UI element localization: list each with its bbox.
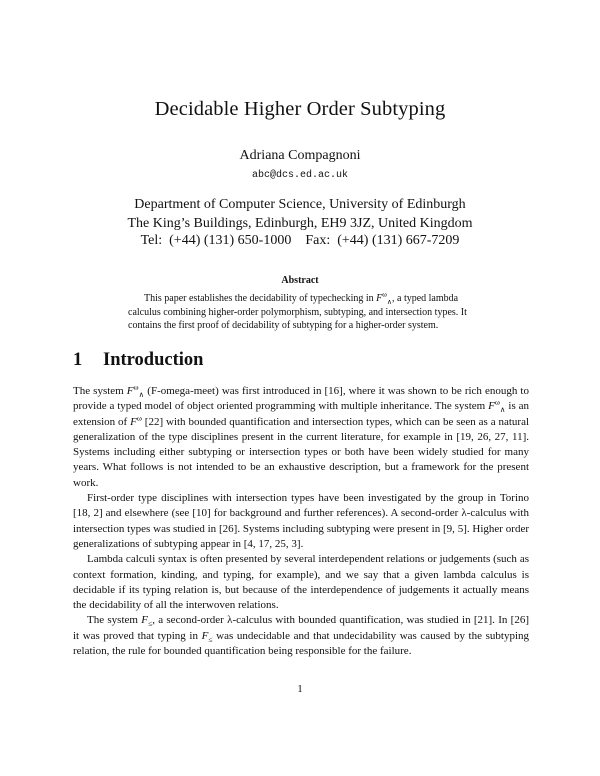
paragraph-4: The system $F_\le$, a second-order λ-calculus with bounded quantification, was studied in [21]. In [26] it was proved that typing in $F_\le$ was undecidable and that undecidability was caused by the subtyping relation, the rule for bounded quantification being responsible for the failure. — [73, 614, 529, 658]
section-number: 1 — [73, 350, 83, 370]
affiliation-line-1: Department of Computer Science, University of Edinburgh — [134, 197, 466, 212]
page-number: 1 — [297, 683, 303, 695]
author-name: Adriana Compagnoni — [239, 148, 361, 163]
paragraph-1: The system $F^\omega_\wedge$ (F-omega-meet) was first introduced in [16], where it was shown to be rich enough to provide a typed model of object oriented programming with multiple inheritance. The system $F^\omega_\wedge$ is an extension of $F^\omega$ [22] with bounded quantification and intersection types, which can be seen as a natural generalization of the type disciplines present in the current literature, for example in [19, 26, 27, 11]. Systems including either subtyping or intersection types or both have been widely studied for many years. What follows is not intended to be an exhaustive description, but a framework for the present work. — [73, 382, 530, 489]
section-title: Introduction — [103, 350, 204, 370]
section-heading — [73, 350, 203, 371]
abstract-paragraph: This paper establishes the decidability of typechecking in $F^\omega_\wedge$, a typed lambda calculus combining higher-order polymorphism, subtyping, and intersection types. It contains the first proof of decidability of subtyping for a higher-order system. — [128, 290, 467, 332]
affiliation-line-3: Tel: (+44) (131) 650-1000 Fax: (+44) (131) 667-7209 — [140, 233, 460, 248]
paper-title: Decidable Higher Order Subtyping — [154, 98, 446, 120]
abstract-heading: Abstract — [281, 275, 319, 286]
body-text — [73, 384, 529, 659]
paragraph-2: First-order type disciplines with intersection types have been investigated by the group in Torino [18, 2] and elsewhere (see [10] for background and further references). A second-order λ-calculus with intersection types was studied in [26]. Systems including subtyping were present in [9, 5]. Higher order generalizations of subtyping appear in [4, 17, 25, 3]. — [73, 492, 529, 550]
abstract-body — [128, 292, 484, 333]
author-email: abc@dcs.ed.ac.uk — [251, 170, 348, 181]
paragraph-3: Lambda calculi syntax is often presented by several interdependent relations or judgements (such as context formation, kinding, and typing, for example), and we say that a given lambda calculus is decidable if its typing relation is, but because of the interdependence of judgements it actually means the decidability of all the interwoven relations. — [73, 553, 529, 612]
affiliation-line-2: The King’s Buildings, Edinburgh, EH9 3JZ, United Kingdom — [127, 216, 473, 231]
